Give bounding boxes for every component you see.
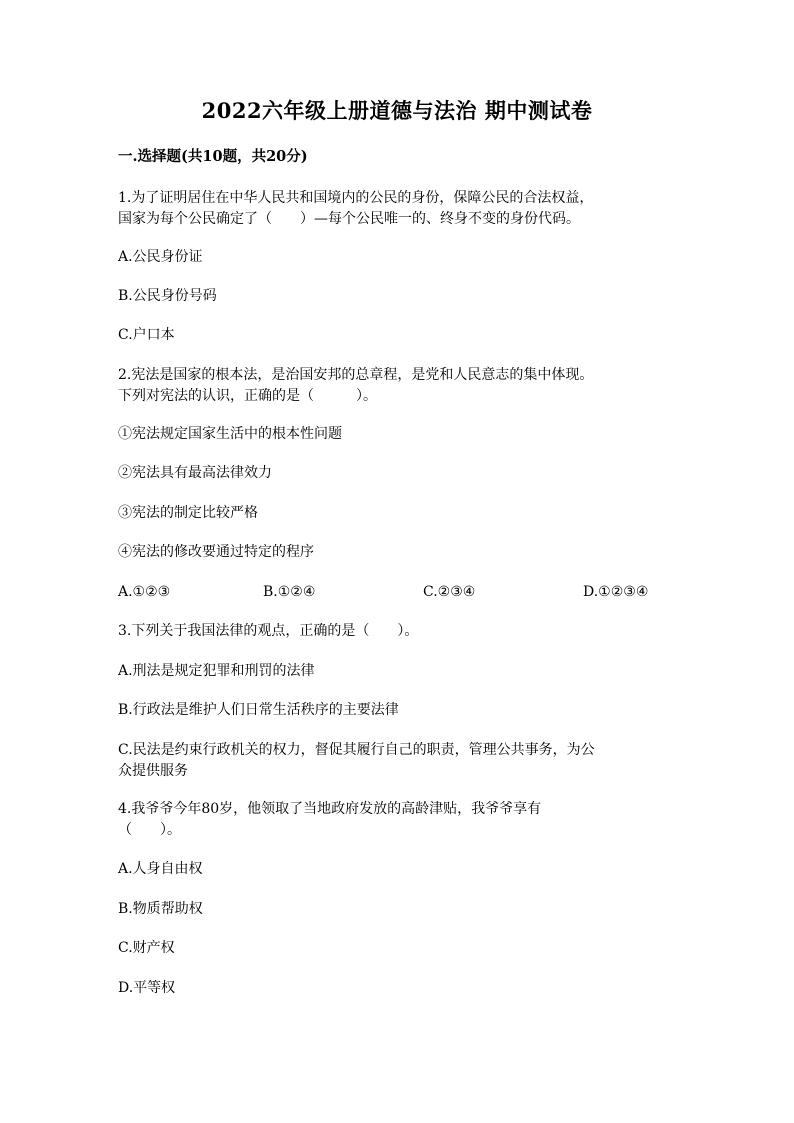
question-2-options-row: [118, 582, 678, 603]
question-2-text-line-1: 2.宪法是国家的根本法，是治国安邦的总章程，是党和人民意志的集中体现。: [118, 367, 594, 383]
question-2-option-d: D.①②③④: [583, 584, 649, 600]
page-title: 2022六年级上册道德与法治 期中测试卷: [201, 98, 593, 123]
question-2-option-c: C.②③④: [423, 584, 476, 600]
question-2-option-b: B.①②④: [263, 584, 316, 600]
question-1-option-a: A.公民身份证: [118, 249, 203, 265]
question-1-text-line-1: 1.为了证明居住在中华人民共和国境内的公民的身份，保障公民的合法权益，: [118, 190, 594, 206]
question-4-option-c: C.财产权: [118, 940, 175, 956]
question-2-text-line-2: 下列对宪法的认识，正确的是（ ）。: [118, 388, 377, 404]
question-4-option-d: D.平等权: [118, 980, 176, 996]
question-1-option-b: B.公民身份号码: [118, 288, 217, 304]
question-3-option-c-line-1: C.民法是约束行政机关的权力，督促其履行自己的职责，管理公共事务，为公: [118, 742, 595, 758]
question-2-statement-4: ④宪法的修改要通过特定的程序: [118, 544, 314, 560]
question-4-text-line-2: （ ）。: [118, 822, 181, 838]
question-1-option-c: C.户口本: [118, 327, 175, 343]
question-2-statement-2: ②宪法具有最高法律效力: [118, 465, 272, 481]
question-3-option-b: B.行政法是维护人们日常生活秩序的主要法律: [118, 702, 399, 718]
question-4-option-a: A.人身自由权: [118, 861, 203, 877]
question-3-text: 3.下列关于我国法律的观点，正确的是（ ）。: [118, 623, 419, 639]
question-2-option-a: A.①②③: [118, 584, 171, 600]
question-4-option-b: B.物质帮助权: [118, 901, 203, 917]
question-2-statement-1: ①宪法规定国家生活中的根本性问题: [118, 426, 342, 442]
question-4-text-line-1: 4.我爷爷今年80岁，他领取了当地政府发放的高龄津贴，我爷爷享有: [118, 801, 542, 817]
question-3-option-a: A.刑法是规定犯罪和刑罚的法律: [118, 663, 315, 679]
question-1-text-line-2: 国家为每个公民确定了（ ）—每个公民唯一的、终身不变的身份代码。: [118, 211, 580, 227]
question-3-option-c-line-2: 众提供服务: [118, 763, 188, 779]
section-heading: 一.选择题(共10题，共20分): [118, 148, 308, 165]
question-2-statement-3: ③宪法的制定比较严格: [118, 505, 258, 521]
